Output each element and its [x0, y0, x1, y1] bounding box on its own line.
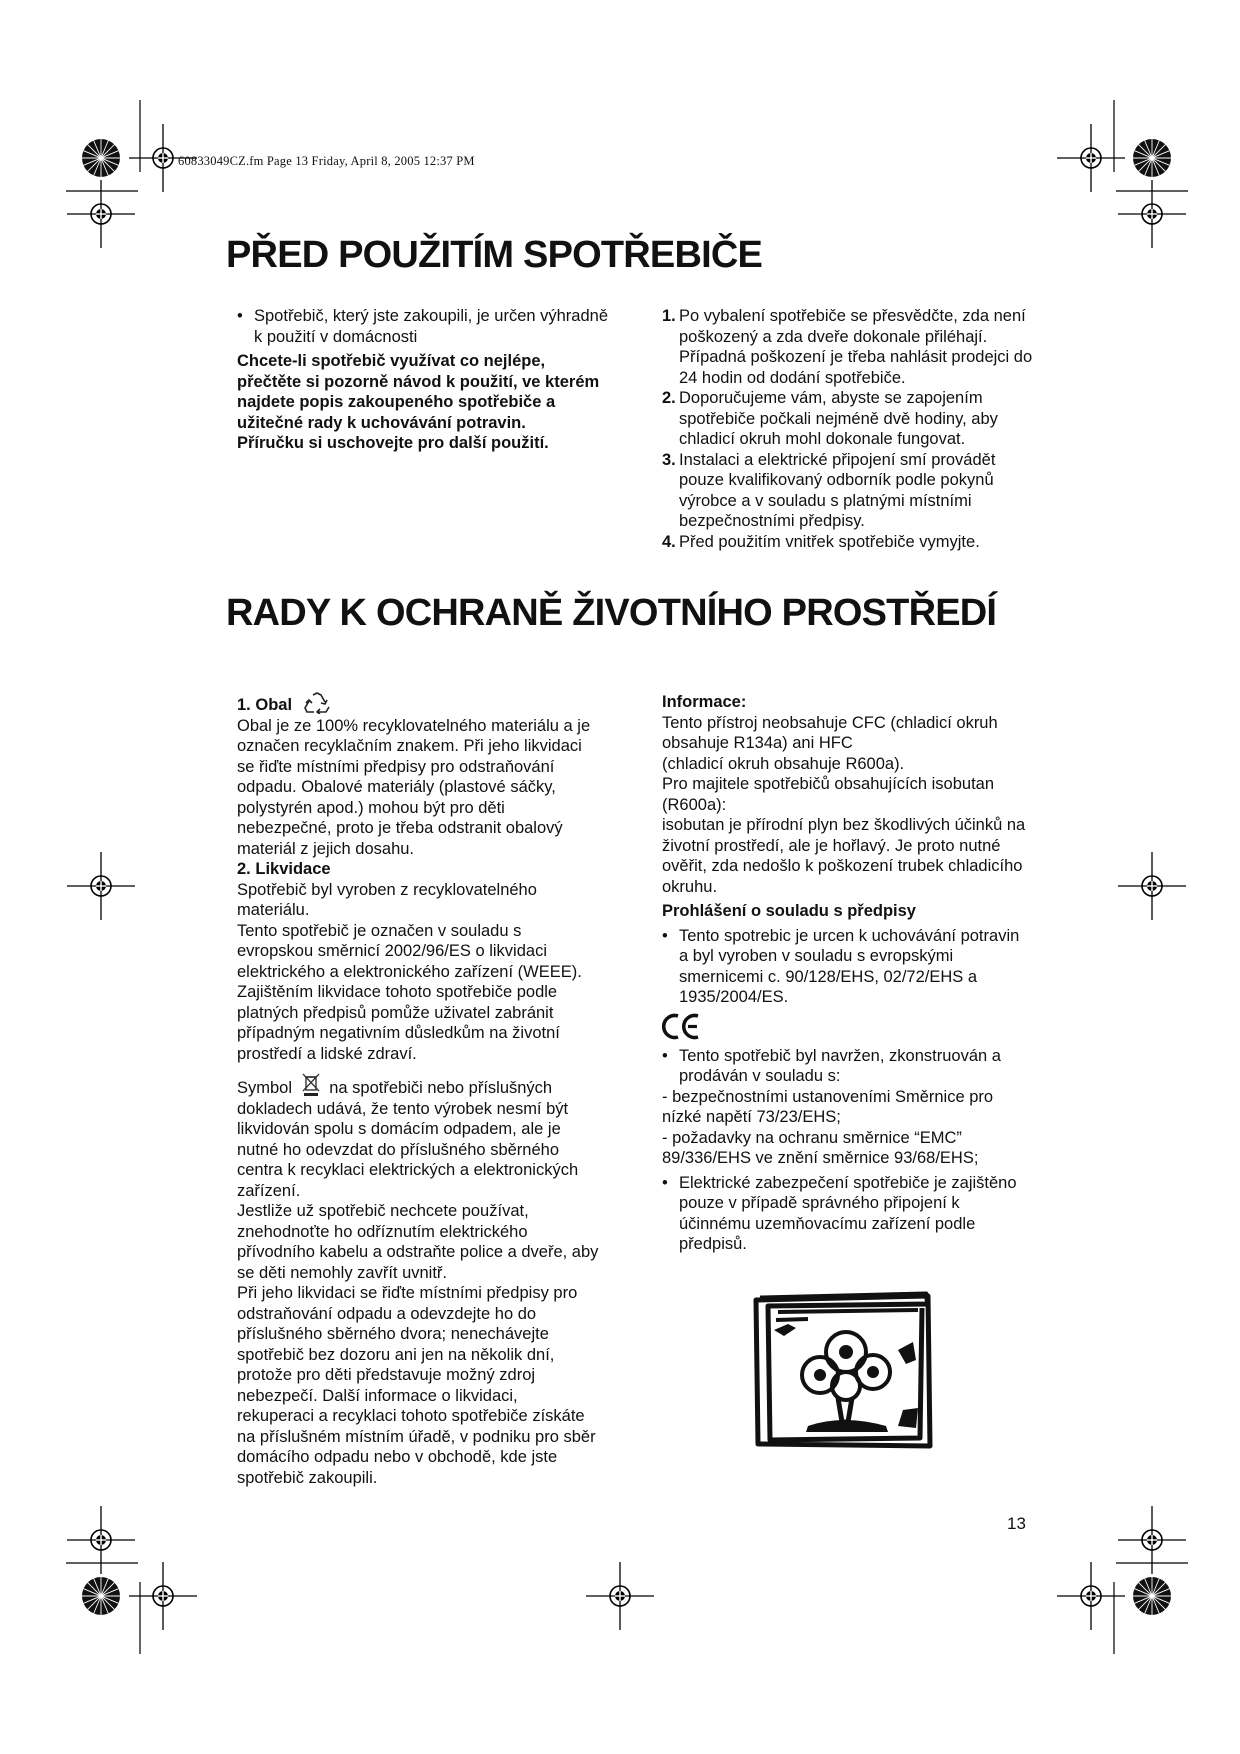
obal-number: 1.	[237, 696, 251, 714]
step-text: Po vybalení spotřebiče se přesvědčte, zda není poškozený a zda dveře dokonale přiléhají. Případná poškození je třeba nahlásit prodejci do 24 hodin od dodání spotřebiče.	[679, 307, 1033, 387]
symbol-text: na spotřebiči nebo příslušných dokladech udává, že tento výrobek nesmí být likvidován spolu s domácím odpadem, ale je nutné ho odevzdat do příslušného sběrného centra k recyklaci elektrických a elektronických zařízení.	[237, 1079, 579, 1200]
informace-line: (chladicí okruh obsahuje R600a).	[662, 754, 905, 773]
likvidace-number: 2.	[237, 860, 251, 878]
obal-text: Obal je ze 100% recyklovatelného materiálu a je označen recyklačním znakem. Při jeho likvidaci se řiďte místními předpisy pro odstraňování odpadu. Obalové materiály (plastové sáčky, polystyrén apod.) mohou být pro děti nebezpečné, proto je třeba odstranit obalový materiál z jejich dosahu.	[237, 716, 591, 858]
prohlaseni-heading: Prohlášení o souladu s předpisy	[662, 902, 916, 920]
symbol-word: Symbol	[237, 1079, 293, 1097]
file-info-header: 60833049CZ.fm Page 13 Friday, April 8, 2005 12:37 PM	[178, 154, 475, 168]
likvidace-p6: Při jeho likvidaci se řiďte místními předpisy pro odstraňování odpadu a odevzdejte ho do příslušného sběrného dvora; nenechávejte spotřebič bez dozoru ani jen na několik dní, protože pro děti představuje možný zdroj nebezpečí. Další informace o likvidaci, rekuperaci a recyklaci tohoto spotřebiče získáte na příslušném místním úřadě, v podniku pro sběr domácího odpadu nebo v obchodě, kde jste spotřebič zakoupili.	[237, 1284, 596, 1487]
likvidace-symbol-paragraph	[237, 1073, 599, 1201]
obal-heading	[237, 692, 599, 716]
section-title-environment: RADY K OCHRANĚ ŽIVOTNÍHO PROSTŘEDÍ	[226, 592, 997, 634]
likvidace-p2: Tento spotřebič je označen v souladu s evropskou směrnicí 2002/96/ES o likvidaci elektrického a elektronického zařízení (WEEE).	[237, 921, 582, 981]
step-text: Instalaci a elektrické připojení smí provádět pouze kvalifikovaný odborník podle pokynů výrobce a v souladu s platnými místními bezpečnostními předpisy.	[679, 450, 996, 530]
step-number: 1.	[662, 307, 676, 325]
informace-line: Pro majitele spotřebičů obsahujících isobutan (R600a):	[662, 775, 995, 814]
ce-mark-icon	[662, 1012, 704, 1040]
design-compliance-bullet: • Tento spotřebič byl navržen, zkonstruován a prodáván v souladu s:	[662, 1046, 1030, 1087]
section2-left-column	[237, 692, 599, 1488]
emc-line: - požadavky na ochranu směrnice “EMC” 89/336/EHS ve znění směrnice 93/68/EHS;	[662, 1128, 979, 1167]
tree-eco-label-icon	[748, 1290, 938, 1450]
crossed-bin-icon	[301, 1073, 321, 1097]
likvidace-p5: Jestliže už spotřebič nechcete používat, znehodnoťte ho odříznutím elektrického přívodního kabelu a odstraňte police a dveře, aby se děti nemohly zavřít uvnitř.	[237, 1202, 599, 1282]
food-contact-bullet: • Tento spotrebic je urcen k uchovávání potravin a byl vyroben v souladu s evropskými smernicemi c. 90/128/EHS, 02/72/EHS a 1935/2004/ES.	[662, 926, 1030, 1008]
page-number: 13	[1007, 1514, 1026, 1533]
step-item	[662, 450, 1040, 532]
informace-line: Tento přístroj neobsahuje CFC (chladicí okruh obsahuje R134a) ani HFC	[662, 713, 998, 752]
likvidace-p3: Zajištěním likvidace tohoto spotřebiče podle platných předpisů pomůže uživatel zabránit případným negativním důsledkům na životní prostředí a lidské zdraví.	[237, 983, 560, 1063]
step-number: 3.	[662, 450, 676, 469]
recycle-triangle-icon	[303, 692, 331, 714]
step-number: 2.	[662, 389, 676, 407]
step-number: 4.	[662, 532, 676, 551]
section1-left-column	[237, 306, 613, 454]
informace-heading: Informace:	[662, 693, 747, 711]
keep-manual-notice: Příručku si uschovejte pro další použití.	[237, 434, 549, 452]
informace-line: isobutan je přírodní plyn bez škodlivých účinků na životní prostředí, ale je hořlavý. Je proto nutné ověřit, zda nedošlo k poškození trubek chladicího okruhu.	[662, 816, 1026, 896]
likvidace-p1: Spotřebič byl vyroben z recyklovatelného materiálu.	[237, 880, 537, 919]
grounding-bullet: • Elektrické zabezpečení spotřebiče je zajištěno pouze v případě správného připojení k účinnému uzemňovacímu zařízení podle předpisů.	[662, 1173, 1030, 1255]
obal-title: Obal	[255, 696, 293, 714]
read-manual-notice: Chcete-li spotřebič využívat co nejlépe, přečtěte si pozorně návod k použití, ve kterém najdete popis zakoupeného spotřebiče a užitečné rady k uchovávání potravin.	[237, 352, 600, 432]
step-item	[662, 532, 1040, 553]
section2-right-column	[662, 692, 1030, 1255]
step-item	[662, 388, 1040, 450]
section1-right-column	[662, 306, 1040, 552]
low-voltage-line: - bezpečnostními ustanoveními Směrnice pro nízké napětí 73/23/EHS;	[662, 1087, 994, 1126]
likvidace-heading	[237, 859, 599, 880]
step-item	[662, 306, 1040, 388]
step-text: Doporučujeme vám, abyste se zapojením spotřebiče počkali nejméně dvě hodiny, aby chladicí okruh mohl dokonale fungovat.	[679, 389, 998, 448]
step-text: Před použitím vnitřek spotřebiče vymyjte.	[679, 532, 980, 551]
exclusive-use-bullet: • Spotřebič, který jste zakoupili, je určen výhradně k použití v domácnosti	[237, 306, 613, 347]
section-title-before-use: PŘED POUŽITÍM SPOTŘEBIČE	[226, 234, 763, 276]
likvidace-title: Likvidace	[255, 860, 331, 878]
